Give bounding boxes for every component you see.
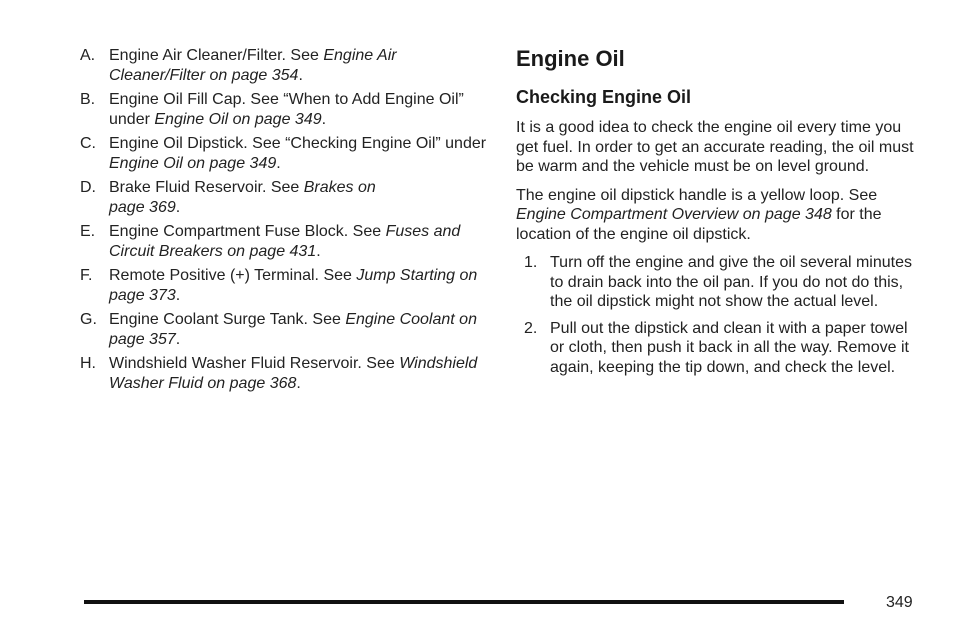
legend-page-reference: Fuses and Circuit Breakers on page 431 (109, 223, 461, 260)
dipstick-location-paragraph: The engine oil dipstick handle is a yellow loop. See Engine Compartment Overview on page 348 for the location of the engine oil dipstick. (516, 186, 882, 243)
legend-letter: A. (80, 47, 96, 64)
intro-paragraph: It is a good idea to check the engine oil every time you get fuel. In order to get an accurate reading, the oil must be warm and the vehicle must be on level ground. (516, 119, 914, 175)
legend-item-d: D. Brake Fluid Reservoir. See Brakes on page 369. (80, 179, 376, 216)
legend-page-reference: Windshield Washer Fluid on page 368 (109, 355, 478, 392)
step-number: 2. (524, 319, 538, 337)
step-number: 1. (524, 254, 538, 271)
legend-text: Engine Air Cleaner/Filter. See (109, 47, 324, 64)
engine-oil-section (516, 46, 926, 384)
legend-page-reference: Engine Oil on page 349 (109, 154, 277, 172)
legend-letter: F. (80, 267, 93, 284)
step-item-1 (516, 253, 926, 312)
legend-text: Remote Positive (+) Terminal. See (109, 267, 357, 284)
step-item-2 (516, 319, 926, 378)
legend-page-reference: Brakes on page 369 (109, 179, 376, 216)
legend-letter: H. (80, 355, 96, 372)
legend-item-a: A. Engine Air Cleaner/Filter. See Engine Air Cleaner/Filter on page 354. (80, 47, 397, 84)
legend-item-b: B. Engine Oil Fill Cap. See “When to Add Engine Oil” under Engine Oil on page 349. (80, 91, 464, 128)
legend-item-f: F. Remote Positive (+) Terminal. See Jump Starting on page 373. (80, 267, 478, 304)
legend-item-c: C. Engine Oil Dipstick. See “Checking Engine Oil” under Engine Oil on page 349. (80, 135, 487, 172)
page-number: 349 (886, 594, 913, 611)
legend-page-reference: Jump Starting on page 373 (109, 267, 478, 304)
legend-item-h: H. Windshield Washer Fluid Reservoir. See Windshield Washer Fluid on page 368. (80, 355, 478, 392)
page-reference: Engine Compartment Overview on page 348 (516, 206, 832, 223)
legend-page-reference: Engine Coolant on page 357 (109, 311, 477, 348)
legend-letter: C. (80, 135, 96, 152)
legend-text: Engine Coolant Surge Tank. See (109, 311, 346, 328)
legend-text: Brake Fluid Reservoir. See (109, 179, 304, 196)
legend-item-e: E. Engine Compartment Fuse Block. See Fuses and Circuit Breakers on page 431. (80, 223, 461, 260)
legend-text: Engine Oil Dipstick. See “Checking Engine Oil” under (109, 135, 487, 152)
section-title: Engine Oil (516, 46, 625, 71)
subsection-title: Checking Engine Oil (516, 87, 692, 107)
legend-letter: D. (80, 179, 96, 196)
step-text: Pull out the dipstick and clean it with a paper towel or cloth, then push it back in all the way. Remove it again, keeping the tip down, and check the level. (550, 319, 909, 376)
legend-page-reference: Engine Air Cleaner/Filter on page 354 (109, 47, 397, 84)
legend-letter: E. (80, 223, 96, 240)
legend-text: Windshield Washer Fluid Reservoir. See (109, 355, 400, 372)
legend-letter: G. (80, 311, 97, 328)
legend-text: Engine Oil Fill Cap. See “When to Add Engine Oil” under (109, 91, 464, 128)
legend-item-g: G. Engine Coolant Surge Tank. See Engine Coolant on page 357. (80, 311, 477, 348)
legend-letter: B. (80, 91, 96, 108)
legend-text: Engine Compartment Fuse Block. See (109, 223, 386, 240)
step-text: Turn off the engine and give the oil several minutes to drain back into the oil pan. If you do not do this, the oil dipstick might not show the actual level. (550, 254, 912, 310)
component-legend-list (80, 46, 490, 398)
footer-rule (84, 600, 844, 604)
legend-page-reference: Engine Oil on page 349 (154, 110, 322, 128)
